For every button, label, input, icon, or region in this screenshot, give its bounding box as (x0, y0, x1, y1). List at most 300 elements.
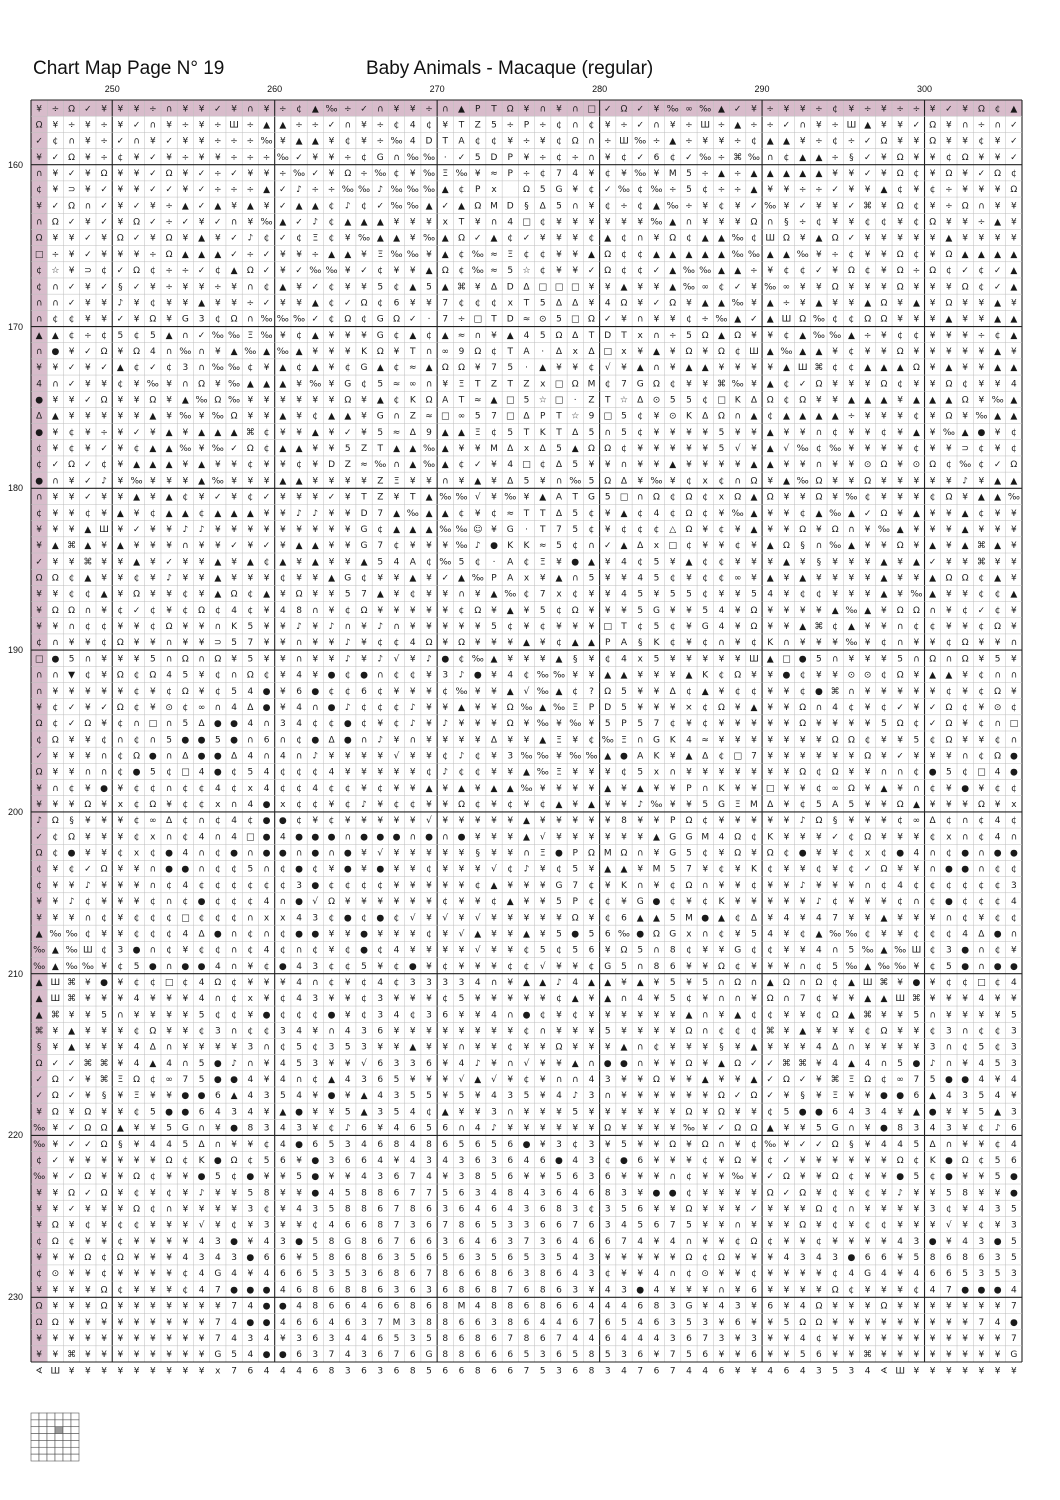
stitch-symbol: 4 (199, 768, 205, 778)
stitch-symbol: ¢ (605, 654, 611, 664)
stitch-symbol: ¥ (475, 1091, 481, 1101)
stitch-symbol: ¢ (637, 509, 643, 519)
stitch-symbol: 3 (361, 1075, 367, 1085)
stitch-symbol: ¢ (816, 1334, 822, 1344)
stitch-symbol: Ω (214, 396, 221, 406)
stitch-symbol: ▲ (409, 444, 416, 454)
stitch-symbol: ¢ (589, 185, 595, 195)
stitch-symbol: ¢ (686, 315, 692, 325)
stitch-symbol: ¥ (816, 671, 822, 681)
stitch-symbol: ¢ (702, 638, 708, 648)
stitch-symbol: ¥ (442, 784, 448, 794)
stitch-symbol: 4 (215, 962, 221, 972)
stitch-symbol: ¥ (702, 347, 708, 357)
stitch-symbol: ▲ (328, 412, 335, 422)
stitch-symbol: ¥ (394, 881, 400, 891)
stitch-symbol: ¥ (475, 784, 481, 794)
stitch-symbol: ¥ (85, 735, 91, 745)
stitch-symbol: ¥ (914, 525, 920, 535)
stitch-symbol: 7 (524, 1366, 530, 1376)
stitch-symbol: 8 (377, 1221, 383, 1231)
stitch-symbol: ∩ (767, 153, 774, 163)
stitch-symbol: 4 (946, 1091, 952, 1101)
stitch-symbol: Ω (442, 363, 449, 373)
stitch-symbol: 8 (930, 1253, 936, 1263)
stitch-symbol: ÷ (978, 120, 986, 130)
stitch-symbol: ¥ (199, 412, 205, 422)
stitch-symbol: ¥ (69, 735, 75, 745)
stitch-symbol: ¥ (215, 1043, 221, 1053)
stitch-symbol: ¥ (264, 994, 270, 1004)
stitch-symbol: ▲ (767, 379, 774, 389)
stitch-symbol: ¥ (166, 153, 172, 163)
stitch-symbol: ¥ (767, 768, 773, 778)
stitch-symbol: ¥ (459, 444, 465, 454)
stitch-symbol: ¢ (962, 978, 968, 988)
stitch-symbol: ✓ (230, 169, 238, 179)
stitch-symbol: 3 (475, 1188, 481, 1198)
stitch-symbol: ¥ (540, 865, 546, 875)
stitch-symbol: Ω (231, 590, 238, 600)
stitch-symbol: ∩ (653, 120, 660, 130)
stitch-symbol: ‰ (699, 266, 711, 276)
stitch-symbol: ¥ (702, 1302, 708, 1312)
stitch-symbol: ¢ (247, 1027, 253, 1037)
stitch-symbol: ¥ (150, 476, 156, 486)
stitch-symbol: ¢ (53, 832, 59, 842)
stitch-symbol: ¥ (410, 476, 416, 486)
stitch-symbol: ▲ (149, 412, 156, 422)
stitch-symbol: ¥ (442, 1075, 448, 1085)
stitch-symbol: ÷ (312, 120, 320, 130)
stitch-symbol: ● (149, 751, 157, 761)
stitch-symbol: ✓ (978, 606, 986, 616)
stitch-symbol: 8 (475, 1366, 481, 1376)
stitch-symbol: ¥ (264, 654, 270, 664)
stitch-symbol: ▲ (247, 201, 254, 211)
stitch-symbol: 8 (377, 1188, 383, 1198)
stitch-symbol: 4 (800, 1334, 806, 1344)
stitch-symbol: ▲ (864, 994, 871, 1004)
stitch-symbol: ¥ (101, 1043, 107, 1053)
stitch-symbol: ¥ (865, 428, 871, 438)
stitch-symbol: ¥ (85, 444, 91, 454)
stitch-symbol: 3 (280, 1027, 286, 1037)
stitch-symbol: ¢ (1011, 444, 1017, 454)
stitch-symbol: ¥ (85, 1334, 91, 1344)
stitch-symbol: ¥ (312, 638, 318, 648)
stitch-symbol: Ш (749, 654, 759, 664)
stitch-symbol: ¥ (881, 476, 887, 486)
stitch-symbol: ¢ (231, 1221, 237, 1231)
stitch-symbol: 6 (459, 1366, 465, 1376)
stitch-symbol: ¥ (231, 104, 237, 114)
stitch-symbol: Ω (913, 606, 920, 616)
stitch-symbol: 6 (442, 1285, 448, 1295)
stitch-symbol: ¢ (394, 363, 400, 373)
stitch-symbol: 7 (329, 1350, 335, 1360)
stitch-symbol: 3 (1011, 1221, 1017, 1231)
stitch-symbol: Ω (897, 201, 904, 211)
stitch-symbol: ¥ (589, 768, 595, 778)
stitch-symbol: ¥ (36, 784, 42, 794)
stitch-symbol: ¥ (914, 671, 920, 681)
stitch-symbol: ✓ (929, 703, 937, 713)
stitch-symbol: ¥ (897, 573, 903, 583)
stitch-symbol: Ω (1010, 460, 1017, 470)
stitch-symbol: ¢ (36, 509, 42, 519)
stitch-symbol: ● (961, 1285, 969, 1295)
stitch-symbol: ▲ (296, 476, 303, 486)
stitch-symbol: ● (263, 800, 271, 810)
stitch-symbol: ¢ (134, 832, 140, 842)
stitch-symbol: ¥ (621, 218, 627, 228)
stitch-symbol: ‰ (618, 929, 630, 939)
stitch-symbol: Ω (52, 1237, 59, 1247)
stitch-symbol: ¥ (670, 363, 676, 373)
stitch-symbol: ▲ (913, 396, 920, 406)
stitch-symbol: ‰ (261, 315, 273, 325)
stitch-symbol: ¥ (654, 169, 660, 179)
stitch-symbol: ¥ (832, 994, 838, 1004)
stitch-symbol: ¥ (881, 1172, 887, 1182)
stitch-symbol: M (685, 913, 693, 923)
stitch-symbol: ∩ (978, 962, 985, 972)
column-number: 260 (267, 84, 282, 94)
stitch-symbol: ¥ (637, 865, 643, 875)
stitch-symbol: 6 (979, 1253, 985, 1263)
stitch-symbol: ¥ (491, 946, 497, 956)
stitch-symbol: ¥ (507, 1075, 513, 1085)
stitch-symbol: 4 (247, 1075, 253, 1085)
stitch-symbol: 6 (930, 1269, 936, 1279)
stitch-symbol: ⌘ (67, 1350, 76, 1360)
stitch-symbol: ¥ (979, 1188, 985, 1198)
stitch-symbol: ¢ (524, 557, 530, 567)
stitch-symbol: 6 (442, 1366, 448, 1376)
stitch-symbol: Ω (734, 671, 741, 681)
stitch-symbol: ¥ (459, 865, 465, 875)
stitch-symbol: ¢ (995, 1043, 1001, 1053)
stitch-symbol: ¢ (150, 784, 156, 794)
stitch-symbol: ¥ (881, 266, 887, 276)
stitch-symbol: ÷ (377, 137, 385, 147)
stitch-symbol: ¥ (182, 460, 188, 470)
stitch-symbol: 8 (589, 1350, 595, 1360)
stitch-symbol: ¢ (296, 234, 302, 244)
stitch-symbol: ▲ (783, 363, 790, 373)
stitch-symbol: Ω (718, 412, 725, 422)
stitch-symbol: ¥ (995, 1366, 1001, 1376)
stitch-symbol: ¥ (69, 1334, 75, 1344)
stitch-symbol: ✓ (929, 557, 937, 567)
stitch-symbol: ¥ (410, 881, 416, 891)
stitch-symbol: ¥ (150, 1124, 156, 1134)
stitch-symbol: T (507, 379, 514, 389)
stitch-symbol: ▲ (913, 557, 920, 567)
stitch-symbol: ¥ (394, 104, 400, 114)
column-number: 300 (917, 84, 932, 94)
stitch-symbol: 5 (1011, 1253, 1017, 1263)
stitch-symbol: ▲ (442, 282, 449, 292)
stitch-symbol: ∩ (166, 751, 173, 761)
stitch-symbol: ¥ (914, 1350, 920, 1360)
stitch-symbol: ● (214, 929, 222, 939)
stitch-symbol: § (800, 1091, 805, 1101)
stitch-symbol: ¢ (231, 978, 237, 988)
stitch-symbol: ÷ (279, 104, 287, 114)
stitch-symbol: G (832, 1124, 839, 1134)
stitch-symbol: ? (589, 687, 594, 697)
stitch-symbol: ¥ (345, 266, 351, 276)
stitch-symbol: 6 (215, 1091, 221, 1101)
stitch-symbol: ✓ (295, 266, 303, 276)
stitch-symbol: ¢ (800, 266, 806, 276)
stitch-symbol: Ω (864, 476, 871, 486)
stitch-symbol: Ω (604, 687, 611, 697)
stitch-symbol: ¥ (101, 849, 107, 859)
stitch-symbol: 6 (394, 1366, 400, 1376)
stitch-symbol: ▲ (149, 460, 156, 470)
stitch-symbol: ¢ (637, 622, 643, 632)
stitch-symbol: ¥ (394, 768, 400, 778)
stitch-symbol: ¥ (751, 816, 757, 826)
stitch-symbol: ¥ (69, 1221, 75, 1231)
stitch-symbol: ¥ (264, 201, 270, 211)
stitch-symbol: ∩ (247, 315, 254, 325)
stitch-symbol: 4 (540, 1318, 546, 1328)
stitch-symbol: ▲ (880, 363, 887, 373)
stitch-symbol: ¥ (654, 428, 660, 438)
stitch-symbol: ¥ (946, 622, 952, 632)
stitch-symbol: x (134, 849, 140, 859)
stitch-symbol: 4 (865, 1059, 871, 1069)
stitch-symbol: Ω (68, 1188, 75, 1198)
stitch-symbol: ¥ (1011, 201, 1017, 211)
stitch-symbol: 4 (247, 751, 253, 761)
stitch-symbol: Ω (588, 444, 595, 454)
stitch-symbol: ∩ (52, 282, 59, 292)
stitch-symbol: ● (945, 865, 953, 875)
stitch-symbol: ¥ (117, 525, 123, 535)
stitch-symbol: ▲ (328, 250, 335, 260)
stitch-symbol: ¥ (979, 1140, 985, 1150)
stitch-symbol: ▲ (409, 525, 416, 535)
stitch-symbol: ● (458, 832, 466, 842)
stitch-symbol: ¥ (605, 946, 611, 956)
stitch-symbol: 7 (556, 1334, 562, 1344)
stitch-symbol: ¥ (101, 1027, 107, 1037)
stitch-symbol: ¢ (150, 897, 156, 907)
stitch-symbol: ¥ (166, 1318, 172, 1328)
stitch-symbol: ∩ (247, 104, 254, 114)
stitch-symbol: ♪ (345, 703, 351, 713)
stitch-symbol: ∩ (637, 849, 644, 859)
stitch-symbol: ⌘ (67, 541, 76, 551)
stitch-symbol: ¥ (849, 897, 855, 907)
stitch-symbol: ¢ (312, 1221, 318, 1231)
stitch-symbol: ¥ (784, 1140, 790, 1150)
stitch-symbol: ▲ (864, 363, 871, 373)
stitch-symbol: ¥ (702, 946, 708, 956)
stitch-symbol: ¥ (280, 460, 286, 470)
stitch-symbol: ÷ (783, 298, 791, 308)
stitch-symbol: ∩ (166, 784, 173, 794)
stitch-symbol: ♪ (85, 881, 91, 891)
stitch-symbol: 8 (442, 1269, 448, 1279)
stitch-symbol: G (718, 800, 725, 810)
stitch-symbol: ¢ (849, 315, 855, 325)
stitch-symbol: 4 (264, 1334, 270, 1344)
stitch-symbol: ¥ (459, 1027, 465, 1037)
stitch-symbol: ¥ (881, 751, 887, 761)
stitch-symbol: P (686, 784, 692, 794)
stitch-symbol: 4 (459, 1059, 465, 1069)
stitch-symbol: ¥ (686, 622, 692, 632)
stitch-symbol: ✓ (896, 751, 904, 761)
stitch-symbol: 4 (832, 1059, 838, 1069)
stitch-symbol: ¥ (264, 460, 270, 470)
stitch-symbol: 4 (199, 832, 205, 842)
stitch-symbol: ¥ (670, 751, 676, 761)
stitch-symbol: ∩ (166, 104, 173, 114)
stitch-symbol: ¥ (117, 1172, 123, 1182)
stitch-symbol: Ω (198, 606, 205, 616)
stitch-symbol: ● (393, 832, 401, 842)
stitch-symbol: 4 (507, 1204, 513, 1214)
stitch-symbol: 8 (296, 606, 302, 616)
stitch-symbol: x (654, 768, 660, 778)
stitch-symbol: ÷ (669, 185, 677, 195)
stitch-symbol: ¥ (605, 1010, 611, 1020)
stitch-symbol: ¥ (556, 1059, 562, 1069)
stitch-symbol: ¥ (800, 832, 806, 842)
stitch-symbol: ▲ (231, 347, 238, 357)
stitch-symbol: ∩ (36, 218, 43, 228)
stitch-symbol: ¢ (637, 201, 643, 211)
stitch-symbol: ▲ (604, 994, 611, 1004)
stitch-symbol: ▲ (149, 1059, 156, 1069)
stitch-symbol: Ω (231, 1156, 238, 1166)
stitch-symbol: ¥ (865, 1172, 871, 1182)
stitch-symbol: ¥ (800, 282, 806, 292)
stitch-symbol: ÷ (230, 137, 238, 147)
stitch-symbol: ¥ (800, 1043, 806, 1053)
stitch-symbol: ¥ (134, 541, 140, 551)
stitch-symbol: ▲ (815, 929, 822, 939)
stitch-symbol: ¥ (946, 784, 952, 794)
stitch-symbol: 3 (962, 1091, 968, 1101)
stitch-symbol: ¥ (979, 1334, 985, 1344)
stitch-symbol: ¥ (751, 671, 757, 681)
stitch-symbol: ● (230, 735, 238, 745)
stitch-symbol: ¥ (832, 347, 838, 357)
stitch-symbol: ¥ (475, 169, 481, 179)
stitch-symbol: 7 (215, 1334, 221, 1344)
stitch-symbol: ▲ (815, 412, 822, 422)
stitch-symbol: ▲ (312, 137, 319, 147)
stitch-symbol: ✓ (295, 153, 303, 163)
stitch-symbol: ¥ (264, 1059, 270, 1069)
stitch-symbol: ▲ (1010, 476, 1017, 486)
stitch-symbol: ¥ (345, 509, 351, 519)
stitch-symbol: 5 (556, 315, 562, 325)
stitch-symbol: Ω (897, 347, 904, 357)
stitch-symbol: ÷ (230, 185, 238, 195)
stitch-symbol: ¥ (735, 1285, 741, 1295)
stitch-symbol: T (360, 493, 367, 503)
stitch-symbol: A (556, 493, 563, 503)
stitch-symbol: ¥ (800, 1124, 806, 1134)
stitch-symbol: ▲ (864, 120, 871, 130)
stitch-symbol: ● (311, 832, 319, 842)
stitch-symbol: ¢ (280, 881, 286, 891)
stitch-symbol: ¥ (897, 557, 903, 567)
stitch-symbol: ✓ (783, 1156, 791, 1166)
stitch-symbol: ✓ (68, 1091, 76, 1101)
stitch-symbol: ¥ (800, 735, 806, 745)
stitch-symbol: ¥ (150, 1269, 156, 1279)
stitch-symbol: ♪ (377, 185, 383, 195)
stitch-symbol: ¥ (751, 541, 757, 551)
stitch-symbol: ¥ (962, 347, 968, 357)
stitch-symbol: K (751, 865, 758, 875)
stitch-symbol: Z (475, 120, 481, 130)
stitch-symbol: ¥ (881, 654, 887, 664)
stitch-symbol: √ (426, 815, 432, 826)
stitch-symbol: 4 (767, 1366, 773, 1376)
stitch-symbol: ¢ (832, 1221, 838, 1231)
stitch-symbol: ¥ (329, 153, 335, 163)
stitch-symbol: ▲ (962, 525, 969, 535)
stitch-symbol: ● (669, 1188, 677, 1198)
stitch-symbol: ¥ (507, 832, 513, 842)
stitch-symbol: ¥ (556, 363, 562, 373)
stitch-symbol: ✓ (929, 719, 937, 729)
stitch-symbol: ¢ (247, 881, 253, 891)
stitch-symbol: ▲ (279, 379, 286, 389)
stitch-symbol: ¥ (345, 768, 351, 778)
stitch-symbol: ● (311, 1156, 319, 1166)
stitch-symbol: ¥ (751, 897, 757, 907)
stitch-symbol: ✓ (84, 476, 92, 486)
stitch-symbol: ¥ (134, 1302, 140, 1312)
stitch-symbol: ¢ (524, 671, 530, 681)
stitch-symbol: 7 (621, 379, 627, 389)
stitch-symbol: 4 (361, 1302, 367, 1312)
stitch-symbol: 3 (442, 978, 448, 988)
stitch-symbol: ¥ (881, 929, 887, 939)
stitch-symbol: ● (230, 849, 238, 859)
stitch-symbol: ¢ (637, 525, 643, 535)
stitch-symbol: ¥ (345, 1059, 351, 1069)
stitch-symbol: ¥ (101, 1334, 107, 1344)
stitch-symbol: Ω (84, 1107, 91, 1117)
stitch-symbol: ¥ (1011, 622, 1017, 632)
stitch-symbol: Ω (978, 104, 985, 114)
stitch-symbol: 7 (914, 1075, 920, 1085)
stitch-symbol: ¢ (767, 1107, 773, 1117)
stitch-symbol: ¥ (540, 137, 546, 147)
stitch-symbol: ¥ (881, 606, 887, 616)
stitch-symbol: ‰ (374, 460, 386, 470)
stitch-symbol: ¥ (962, 234, 968, 244)
stitch-symbol: ‰ (618, 185, 630, 195)
stitch-symbol: ¥ (280, 1334, 286, 1344)
stitch-symbol: 7 (751, 751, 757, 761)
stitch-symbol: ÷ (214, 120, 222, 130)
stitch-symbol: ¥ (719, 946, 725, 956)
